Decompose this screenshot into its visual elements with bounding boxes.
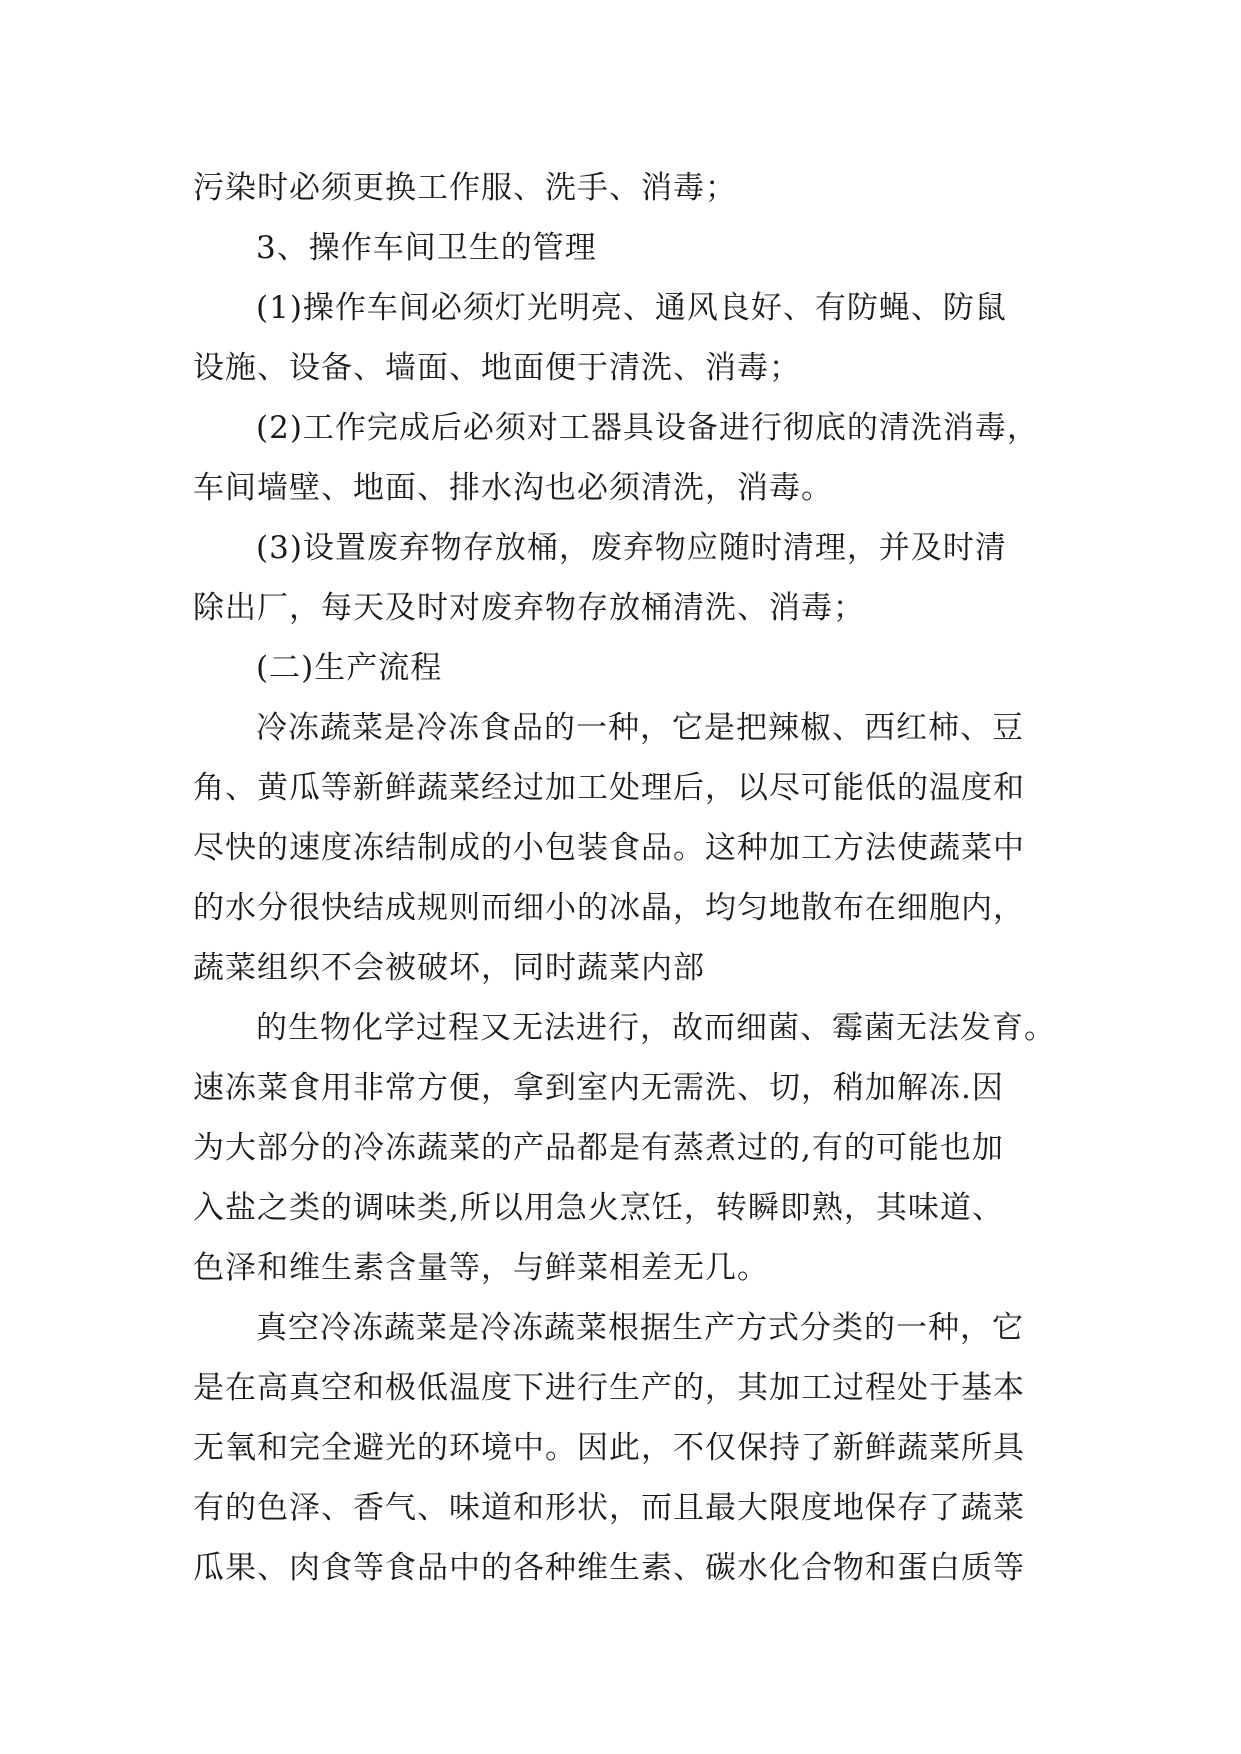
text-line: 是在高真空和极低温度下进行生产的，其加工过程处于基本 [193, 1370, 1025, 1406]
section-heading: 3、操作车间卫生的管理 [256, 230, 597, 266]
text-line: 无氧和完全避光的环境中。因此，不仅保持了新鲜蔬菜所具 [193, 1430, 1025, 1466]
text-line: 入盐之类的调味类,所以用急火烹饪，转瞬即熟，其味道、 [193, 1190, 1004, 1226]
text-line: 有的色泽、香气、味道和形状，而且最大限度地保存了蔬菜 [193, 1490, 1025, 1526]
text-line: 污染时必须更换工作服、洗手、消毒； [193, 170, 737, 206]
text-line: 真空冷冻蔬菜是冷冻蔬菜根据生产方式分类的一种，它 [256, 1310, 1024, 1346]
text-line: 的生物化学过程又无法进行，故而细菌、霉菌无法发育。 [256, 1010, 1056, 1046]
text-line: 除出厂，每天及时对废弃物存放桶清洗、消毒； [193, 590, 865, 626]
text-line: 冷冻蔬菜是冷冻食品的一种，它是把辣椒、西红柿、豆 [256, 710, 1024, 746]
text-line: 为大部分的冷冻蔬菜的产品都是有蒸煮过的,有的可能也加 [193, 1130, 1004, 1166]
text-line: (1)操作车间必须灯光明亮、通风良好、有防蝇、防鼠 [256, 290, 1007, 326]
text-line: 瓜果、肉食等食品中的各种维生素、碳水化合物和蛋白质等 [193, 1550, 1025, 1586]
text-line: (3)设置废弃物存放桶，废弃物应随时清理，并及时清 [256, 530, 1007, 566]
text-line: 设施、设备、墙面、地面便于清洗、消毒； [193, 350, 801, 386]
text-line: 色泽和维生素含量等，与鲜菜相差无几。 [193, 1250, 769, 1286]
text-line: 蔬菜组织不会被破坏，同时蔬菜内部 [193, 950, 705, 986]
text-line: 车间墙壁、地面、排水沟也必须清洗，消毒。 [193, 470, 833, 506]
body-text [193, 158, 1063, 1598]
text-line: 角、黄瓜等新鲜蔬菜经过加工处理后，以尽可能低的温度和 [193, 770, 1025, 806]
section-heading: (二)生产流程 [256, 650, 443, 686]
text-line: (2)工作完成后必须对工器具设备进行彻底的清洗消毒， [256, 410, 1039, 446]
text-line: 尽快的速度冻结制成的小包装食品。这种加工方法使蔬菜中 [193, 830, 1025, 866]
text-line: 速冻菜食用非常方便，拿到室内无需洗、切，稍加解冻.因 [193, 1070, 1004, 1106]
text-line: 的水分很快结成规则而细小的冰晶，均匀地散布在细胞内， [193, 890, 1025, 926]
